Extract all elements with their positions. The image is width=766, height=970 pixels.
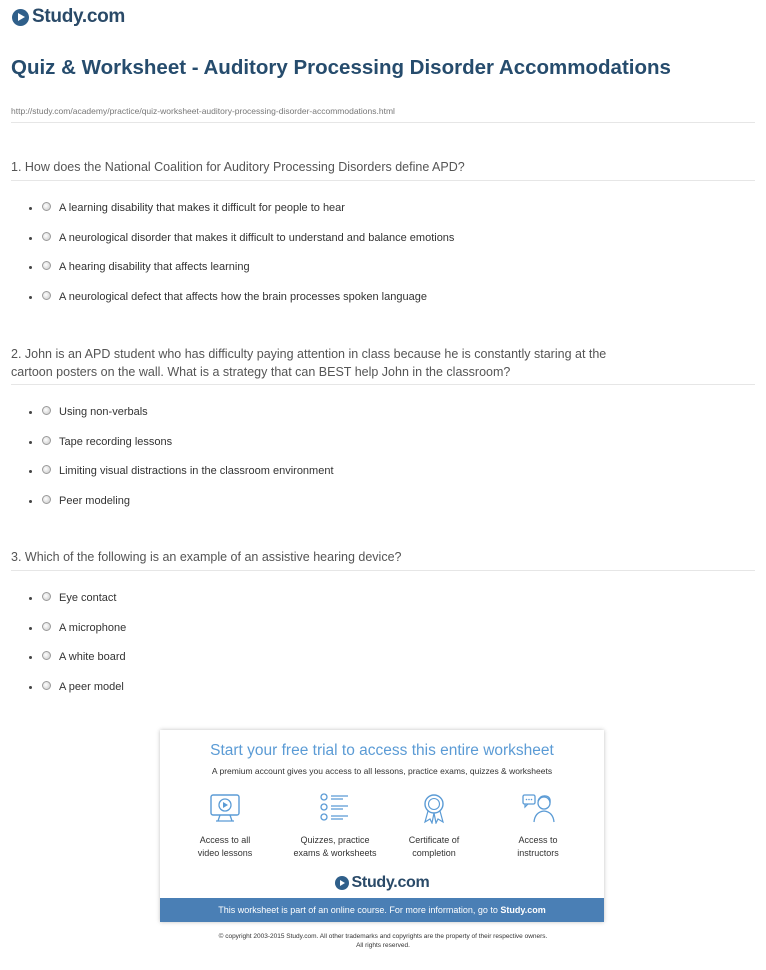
bullet [29, 500, 32, 503]
promo-bar-link[interactable]: Study.com [500, 905, 546, 915]
feature-certificate [384, 792, 484, 860]
feature-label: Access to instructors [517, 835, 559, 858]
option-label: A hearing disability that affects learning [59, 261, 250, 274]
option-label: Eye contact [59, 592, 117, 604]
option-label: Limiting visual distractions in the classroom environment [59, 465, 334, 478]
radio-button[interactable] [42, 592, 51, 601]
feature-quizzes [285, 792, 385, 860]
option-label: A peer model [59, 681, 124, 694]
bullet [29, 441, 32, 444]
page-title: Quiz & Worksheet - Auditory Processing Disorder Accommodations [11, 56, 671, 79]
bullet [29, 207, 32, 210]
radio-button[interactable] [42, 436, 51, 445]
logo-text: Study.com [32, 6, 126, 27]
radio-button[interactable] [42, 202, 51, 211]
certificate-icon [417, 792, 451, 824]
radio-button[interactable] [42, 291, 51, 300]
radio-button[interactable] [42, 681, 51, 690]
divider [11, 384, 755, 385]
promo-heading[interactable]: Start your free trial to access this entire worksheet [210, 742, 554, 759]
play-logo-icon [335, 876, 349, 890]
promo-study-logo[interactable] [160, 874, 604, 892]
option-label: Peer modeling [59, 495, 130, 508]
free-trial-promo [160, 730, 604, 922]
radio-button[interactable] [42, 465, 51, 474]
quiz-list-icon [318, 792, 352, 824]
copyright-footer [0, 932, 766, 950]
feature-instructors [488, 792, 588, 860]
radio-button[interactable] [42, 261, 51, 270]
bullet [29, 470, 32, 473]
option-label: A learning disability that makes it difficult for people to hear [59, 202, 345, 214]
divider [11, 570, 755, 571]
study-logo[interactable] [12, 6, 125, 28]
question-2-text: 2. John is an APD student who has difficulty paying attention in class because he is constantly staring at the cartoon posters on the wall. What is a strategy that can BEST help John in the classroom? [11, 347, 607, 379]
radio-button[interactable] [42, 232, 51, 241]
promo-subheading: A premium account gives you access to all lessons, practice exams, quizzes & worksheets [211, 766, 553, 776]
bullet [29, 597, 32, 600]
copyright-line: All rights reserved. [356, 942, 410, 949]
instructor-icon [521, 792, 555, 824]
copyright-line: © copyright 2003-2015 Study.com. All other trademarks and copyrights are the property of their respective owners. [218, 933, 548, 940]
option-label: Tape recording lessons [59, 435, 173, 448]
bullet [29, 411, 32, 414]
radio-button[interactable] [42, 622, 51, 631]
feature-label: Quizzes, practice exams & worksheets [293, 835, 377, 858]
feature-label: Access to all video lessons [197, 835, 253, 858]
option-label: A neurological defect that affects how the brain processes spoken language [59, 291, 427, 304]
feature-video-lessons [175, 792, 275, 860]
bullet [29, 627, 32, 630]
promo-bar-text: This worksheet is part of an online course. For more information, go to [218, 905, 501, 915]
divider [11, 180, 755, 181]
page-url: http://study.com/academy/practice/quiz-worksheet-auditory-processing-disorder-accommodations.html [11, 106, 395, 116]
question-1-text: 1. How does the National Coalition for Auditory Processing Disorders define APD? [11, 160, 465, 174]
radio-button[interactable] [42, 495, 51, 504]
logo-text: Study.com [351, 874, 430, 891]
video-lesson-icon [208, 792, 242, 824]
feature-label: Certificate of completion [408, 835, 460, 858]
bullet [29, 237, 32, 240]
question-3-text: 3. Which of the following is an example of an assistive hearing device? [11, 550, 402, 564]
play-logo-icon [12, 9, 29, 26]
bullet [29, 686, 32, 689]
option-label: A neurological disorder that makes it difficult to understand and balance emotions [59, 231, 455, 244]
option-label: A microphone [59, 621, 127, 634]
option-label: A white board [59, 651, 126, 664]
radio-button[interactable] [42, 651, 51, 660]
bullet [29, 266, 32, 269]
promo-info-bar [160, 898, 604, 922]
divider [11, 122, 755, 123]
radio-button[interactable] [42, 406, 51, 415]
bullet [29, 656, 32, 659]
bullet [29, 296, 32, 299]
option-label: Using non-verbals [59, 406, 148, 418]
